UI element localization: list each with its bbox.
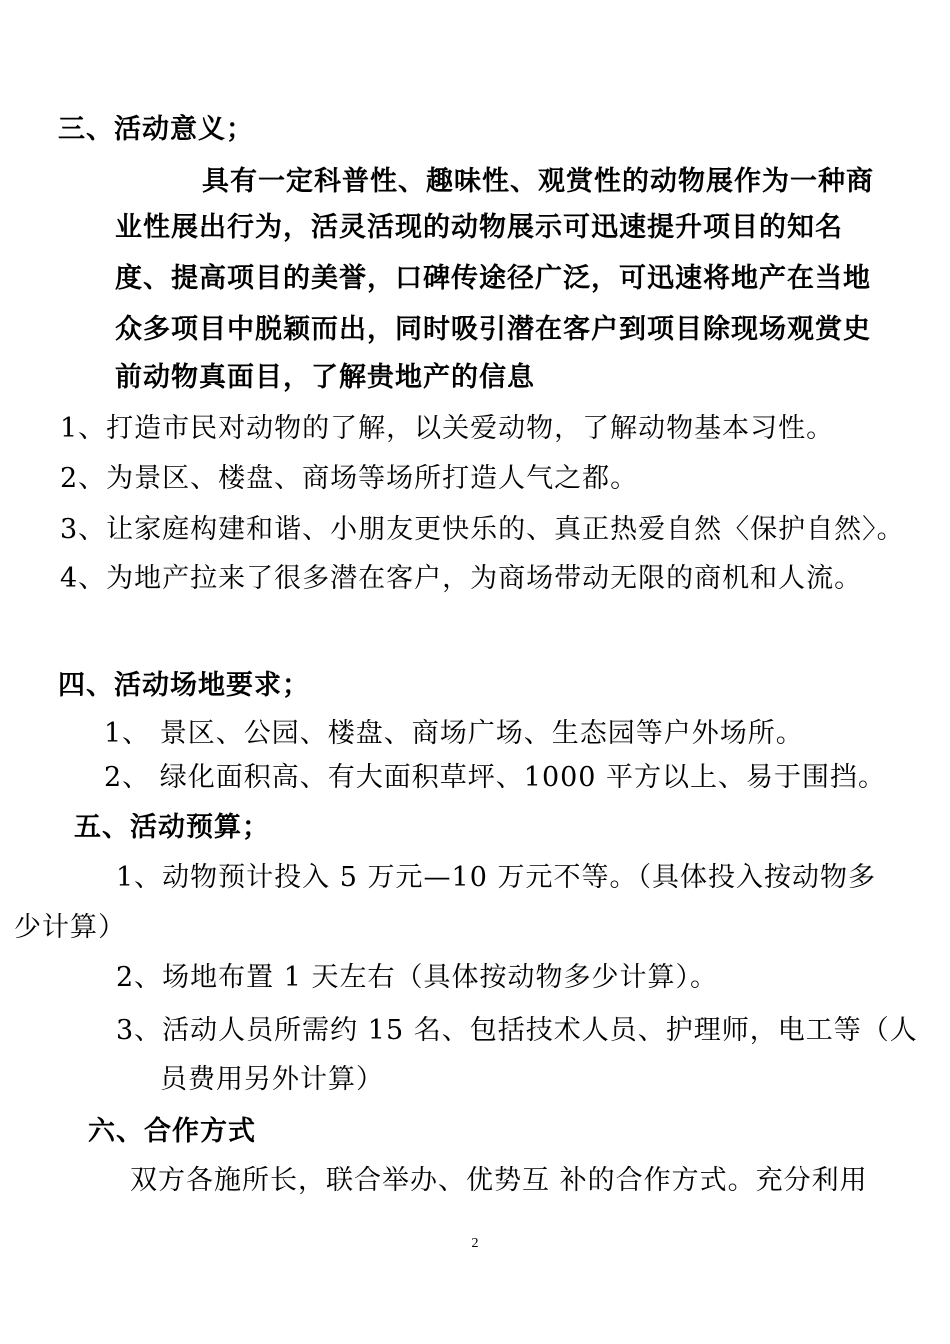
section-3-heading: 三、活动意义； — [58, 114, 254, 145]
section-4-list-item: 2、 绿化面积高、有大面积草坪、1000 平方以上、易于围挡。 — [104, 762, 887, 793]
section-3-list-item: 1、打造市民对动物的了解，以关爱动物，了解动物基本习性。 — [60, 413, 835, 444]
section-5-list-item: 3、活动人员所需约 15 名、包括技术人员、护理师，电工等（人 — [116, 1015, 918, 1046]
section-3-list-item: 2、为景区、楼盘、商场等场所打造人气之都。 — [60, 463, 639, 494]
section-4-list-item: 1、 景区、公园、楼盘、商场广场、生态园等户外场所。 — [104, 718, 804, 749]
section-3-list-item: 4、为地产拉来了很多潜在客户，为商场带动无限的商机和人流。 — [60, 563, 863, 594]
section-3-list-item: 3、让家庭构建和谐、小朋友更快乐的、真正热爱自然〈保护自然〉。 — [60, 514, 905, 545]
section-3-paragraph-line: 度、提高项目的美誉，口碑传途径广泛，可迅速将地产在当地 — [115, 263, 871, 294]
section-6-paragraph-line: 双方各施所长，联合举办、优势互 补的合作方式。充分利用 — [130, 1165, 868, 1196]
section-5-heading: 五、活动预算； — [74, 812, 270, 843]
section-3-paragraph-line: 业性展出行为，活灵活现的动物展示可迅速提升项目的知名 — [115, 212, 843, 243]
section-5-list-item: 2、场地布置 1 天左右（具体按动物多少计算）。 — [116, 962, 719, 993]
section-6-heading: 六、合作方式 — [88, 1116, 256, 1147]
section-5-list-item: 1、动物预计投入 5 万元—10 万元不等。（具体投入按动物多 — [116, 862, 876, 893]
section-3-paragraph-line: 众多项目中脱颖而出，同时吸引潜在客户到项目除现场观赏史 — [115, 314, 871, 345]
section-5-list-item-continuation: 少计算） — [14, 912, 126, 943]
section-5-list-item-continuation: 员费用另外计算） — [160, 1064, 384, 1095]
section-3-paragraph-line: 具有一定科普性、趣味性、观赏性的动物展作为一种商 — [202, 166, 874, 197]
section-4-heading: 四、活动场地要求； — [58, 670, 310, 701]
page-number: 2 — [471, 1236, 479, 1251]
section-3-paragraph-line: 前动物真面目，了解贵地产的信息 — [115, 362, 535, 393]
